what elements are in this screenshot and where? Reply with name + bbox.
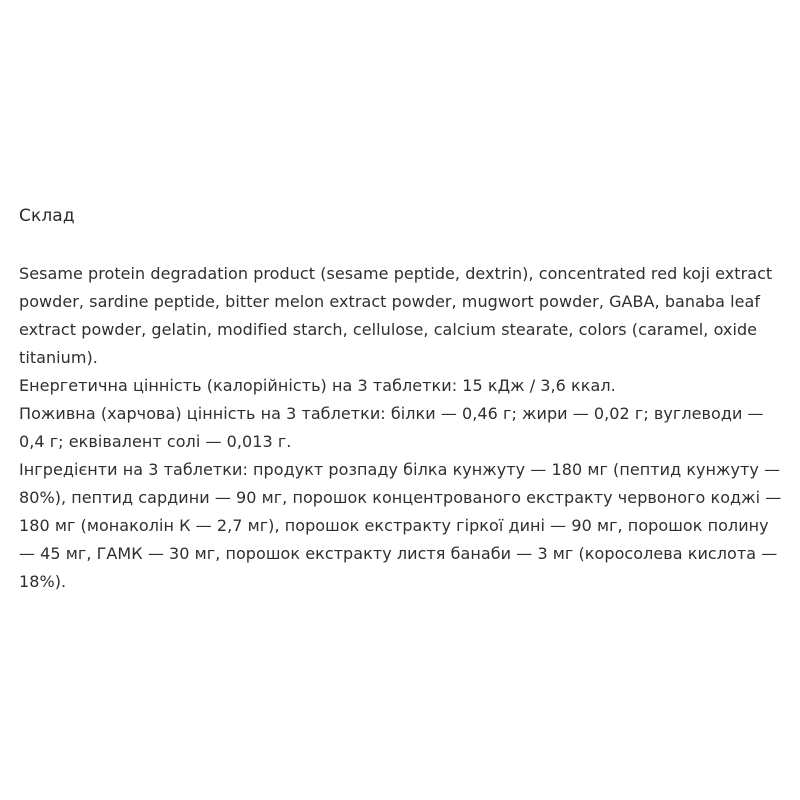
composition-section — [19, 200, 789, 596]
ingredients-ukrainian-paragraph: Інгредієнти на 3 таблетки: продукт розпаду білка кунжуту — 180 мг (пептид кунжуту — 80%), пептид сардини — 90 мг, порошок концентрованого екстракту червоного коджі — 180 мг (монаколін К — 2,7 мг), порошок екстракту гіркої дині — 90 мг, порошок полину — 45 мг, ГАМК — 30 мг, порошок екстракту листя банаби — 3 мг (коросолева кислота — 18%). — [19, 460, 782, 591]
section-heading: Склад — [19, 206, 75, 226]
energy-value-paragraph: Енергетична цінність (калорійність) на 3 таблетки: 15 кДж / 3,6 ккал. — [19, 376, 616, 395]
ingredients-english-paragraph: Sesame protein degradation product (sesame peptide, dextrin), concentrated red koji extract powder, sardine peptide, bitter melon extract powder, mugwort powder, GABA, banaba leaf extract powder, gelatin, modified starch, cellulose, calcium stearate, colors (caramel, oxide titanium). — [19, 264, 773, 367]
nutrition-value-paragraph: Поживна (харчова) цінність на 3 таблетки: білки — 0,46 г; жири — 0,02 г; вуглеводи — 0,4 г; еквівалент солі — 0,013 г. — [19, 404, 764, 451]
composition-text — [19, 260, 789, 596]
